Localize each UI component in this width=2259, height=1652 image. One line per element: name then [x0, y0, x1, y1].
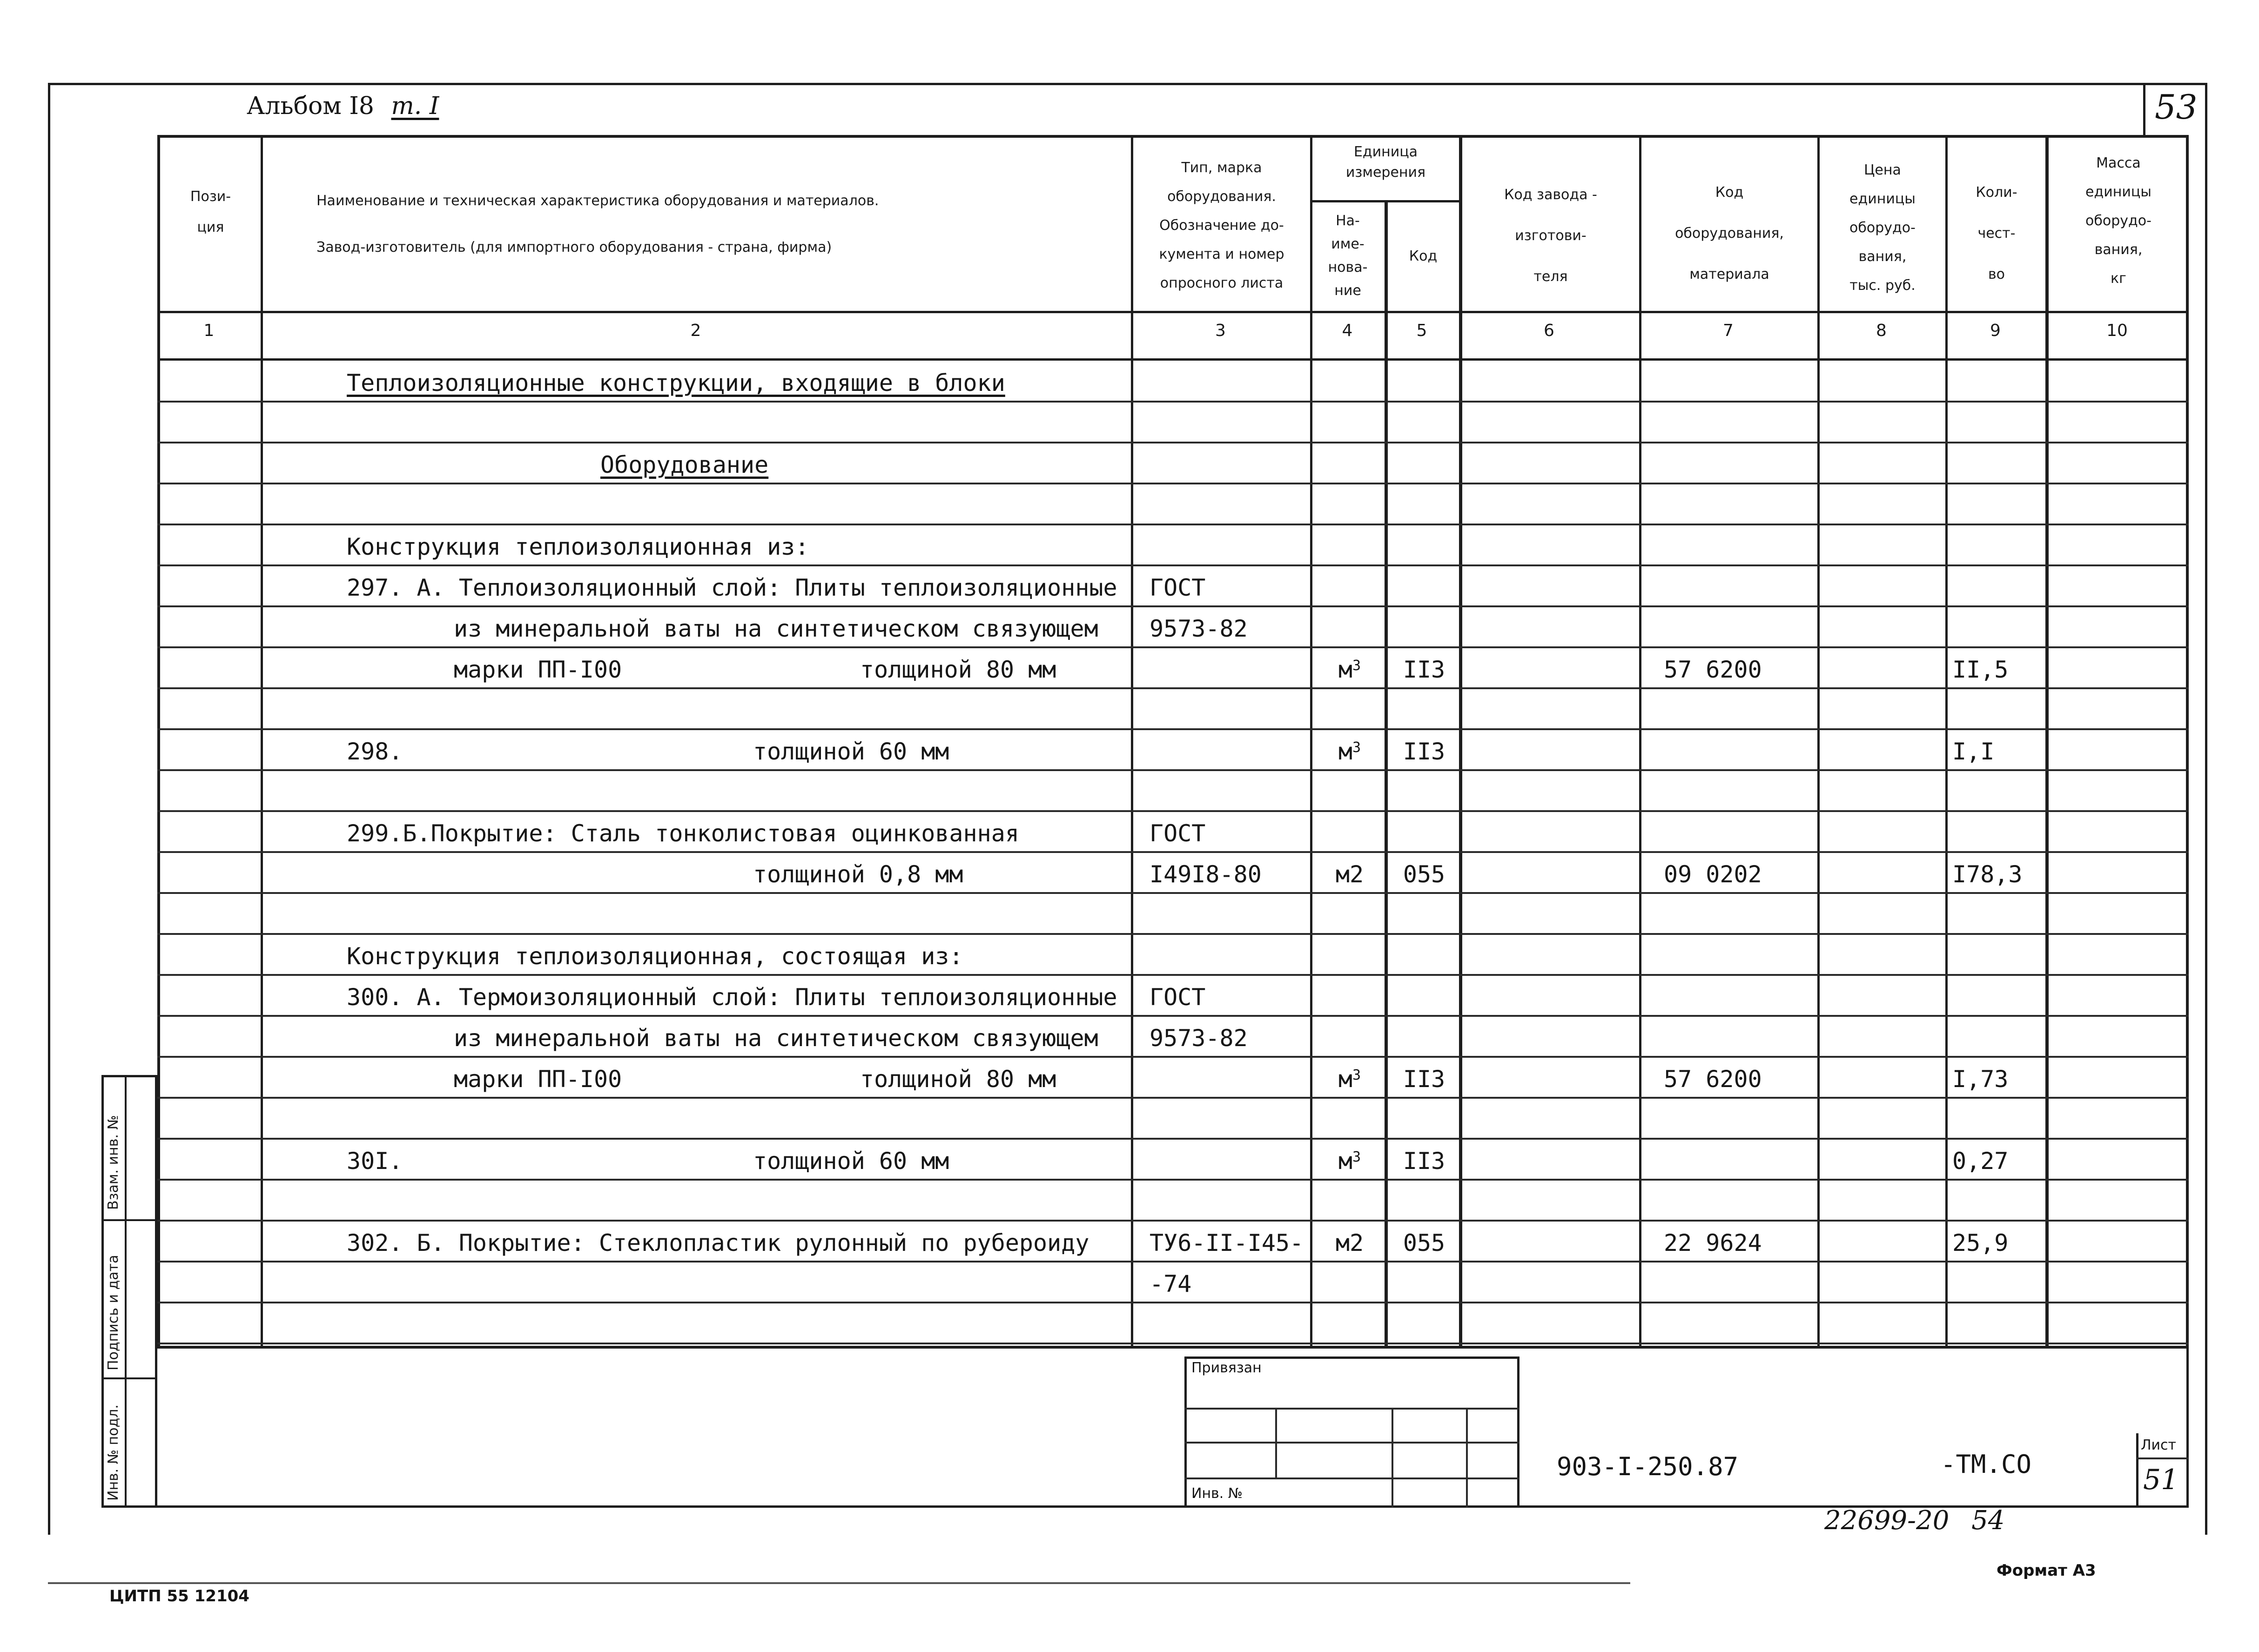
header-col-9: Коли- чест- во — [1976, 184, 2017, 282]
row-code: 055 — [1403, 861, 1445, 888]
col-line-1 — [261, 135, 263, 1349]
row-unit: $м^3$ — [1338, 1066, 1361, 1093]
sheet-box-line — [2136, 1457, 2189, 1459]
row-quantity: II,5 — [1952, 656, 2009, 683]
col-line-4 — [1385, 202, 1388, 1349]
row-doc: 9573-82 — [1150, 615, 1248, 642]
corner-box-left — [2143, 85, 2145, 136]
album-label — [247, 92, 439, 120]
bound-title: Привязан — [1191, 1360, 1262, 1376]
row-doc: -74 — [1150, 1270, 1192, 1297]
side-stamp-line-1 — [101, 1219, 157, 1221]
frame-bottom-left — [48, 1582, 1630, 1584]
unit-superscript: 3 — [1352, 739, 1361, 756]
row-separator — [157, 1015, 2189, 1017]
row-unit: $м^3$ — [1338, 738, 1361, 765]
colnum-bottom — [157, 358, 2189, 361]
footer-org: ЦИТП 55 12104 — [109, 1587, 249, 1605]
row-separator — [157, 1097, 2189, 1099]
row-name: 300. А. Термоизоляционный слой: Плиты теплоизоляционные — [347, 984, 1117, 1011]
row-separator — [157, 401, 2189, 403]
colnum-3: 3 — [1215, 321, 1226, 340]
side-stamp-divider — [125, 1075, 127, 1508]
header-bottom — [157, 311, 2189, 313]
row-quantity: I78,3 — [1952, 861, 2023, 888]
colnum-7: 7 — [1723, 321, 1734, 340]
row-name: марки ПП-I00 толщиной 80 мм — [454, 656, 1056, 683]
header-col-6: Код завода - изготови- теля — [1504, 187, 1597, 285]
row-separator — [157, 646, 2189, 648]
row-material-code: 22 9624 — [1664, 1229, 1762, 1256]
row-name: толщиной 0,8 мм — [347, 861, 963, 888]
side-stamp-line-2 — [101, 1377, 157, 1379]
bound-v-1 — [1275, 1408, 1277, 1477]
row-unit: м2 — [1335, 861, 1364, 888]
row-material-code: 09 0202 — [1664, 861, 1762, 888]
colnum-5: 5 — [1416, 321, 1427, 340]
bound-inv: Инв. № — [1191, 1485, 1243, 1502]
header-col-10: Масса единицы оборудо- вания, кг — [2085, 155, 2151, 287]
row-separator — [157, 483, 2189, 484]
row-doc: ТУ6-II-I45- — [1150, 1229, 1304, 1256]
row-separator — [157, 605, 2189, 607]
col-line-7 — [1817, 135, 1820, 1349]
col-line-9 — [2045, 135, 2049, 1349]
colnum-8: 8 — [1876, 321, 1887, 340]
row-quantity: I,73 — [1952, 1066, 2009, 1093]
unit-group-line — [1310, 200, 1461, 202]
row-name: 30I. толщиной 60 мм — [347, 1148, 949, 1175]
row-doc: 9573-82 — [1150, 1025, 1248, 1052]
header-col-3: Тип, марка оборудования. Обозначение до- кумента и номер опросного листа — [1159, 160, 1284, 291]
doc-suffix: -ТМ.СО — [1941, 1450, 2032, 1479]
colnum-4: 4 — [1342, 321, 1353, 340]
row-name: Конструкция теплоизоляционная, состоящая из: — [347, 943, 963, 970]
row-separator — [157, 564, 2189, 566]
doc-designation: 903-I-250.87 — [1557, 1452, 1739, 1481]
footer-format: Формат А3 — [1997, 1561, 2096, 1580]
bound-line-1 — [1184, 1408, 1519, 1410]
side-replace-inv: Взам. инв. № — [105, 1115, 121, 1210]
side-inv-orig: Инв. № подл. — [105, 1404, 121, 1501]
colnum-2: 2 — [690, 321, 701, 340]
row-name: Теплоизоляционные конструкции, входящие в блоки — [347, 369, 1005, 396]
header-col-7: Код оборудования, материала — [1675, 184, 1784, 282]
row-name: 299.Б.Покрытие: Сталь тонколистовая оцинкованная — [347, 820, 1019, 847]
row-separator — [157, 1343, 2189, 1344]
bound-line-2 — [1184, 1442, 1519, 1444]
row-unit: $м^3$ — [1338, 656, 1361, 683]
footer-handwritten-number — [1824, 1505, 2004, 1536]
row-name: марки ПП-I00 толщиной 80 мм — [454, 1066, 1056, 1093]
row-doc: I49I8-80 — [1150, 861, 1262, 888]
row-name: 298. толщиной 60 мм — [347, 738, 949, 765]
row-quantity: 0,27 — [1952, 1148, 2009, 1175]
album-part: т. I — [391, 92, 439, 120]
col-line-2 — [1131, 135, 1133, 1349]
row-doc: ГОСТ — [1150, 574, 1206, 601]
header-col-8: Цена единицы оборудо- вания, тыс. руб. — [1849, 162, 1916, 294]
colnum-1: 1 — [203, 321, 215, 340]
colnum-9: 9 — [1990, 321, 2001, 340]
row-separator — [157, 851, 2189, 853]
row-unit: м2 — [1335, 1229, 1364, 1256]
sheet-number: 51 — [2143, 1464, 2179, 1496]
header-col-5: Код — [1409, 248, 1438, 264]
header-col-4: На- име- нова- ние — [1328, 213, 1368, 299]
unit-superscript: 3 — [1352, 1149, 1361, 1165]
row-code: II3 — [1403, 656, 1445, 683]
row-separator — [157, 892, 2189, 894]
header-unit-group: Единица измерения — [1345, 144, 1426, 181]
footer-hand-num: 22699-20 — [1824, 1505, 1950, 1536]
header-col-2: Наименование и техническая характеристика оборудования и материалов. Завод-изготовитель (для импортного оборудования - страна, фирма) — [316, 193, 879, 255]
row-separator — [157, 524, 2189, 525]
row-material-code: 57 6200 — [1664, 1066, 1762, 1093]
row-separator — [157, 810, 2189, 812]
row-separator — [157, 687, 2189, 689]
row-quantity: 25,9 — [1952, 1229, 2009, 1256]
header-col-1: Пози- ция — [190, 188, 231, 235]
row-code: II3 — [1403, 738, 1445, 765]
sheet-label: Лист — [2141, 1437, 2177, 1453]
row-separator — [157, 442, 2189, 443]
row-code: II3 — [1403, 1148, 1445, 1175]
col-line-8 — [1945, 135, 1948, 1349]
row-name: Оборудование — [600, 451, 769, 478]
row-separator — [157, 1056, 2189, 1058]
col-line-6 — [1639, 135, 1641, 1349]
bound-v-2 — [1392, 1408, 1393, 1508]
row-separator — [157, 1261, 2189, 1263]
row-unit: $м^3$ — [1338, 1148, 1361, 1175]
col-line-3 — [1310, 135, 1312, 1349]
colnum-6: 6 — [1544, 321, 1554, 340]
bound-line-3 — [1184, 1477, 1519, 1479]
unit-superscript: 3 — [1352, 658, 1361, 674]
unit-superscript: 3 — [1352, 1067, 1361, 1083]
row-doc: ГОСТ — [1150, 984, 1206, 1011]
row-name: 297. А. Теплоизоляционный слой: Плиты теплоизоляционные — [347, 574, 1117, 601]
col-line-5 — [1459, 135, 1462, 1349]
row-code: II3 — [1403, 1066, 1445, 1093]
row-separator — [157, 1302, 2189, 1303]
row-material-code: 57 6200 — [1664, 656, 1762, 683]
row-name: 302. Б. Покрытие: Стеклопластик рулонный по рубероиду — [347, 1229, 1089, 1256]
row-separator — [157, 933, 2189, 935]
row-doc: ГОСТ — [1150, 820, 1206, 847]
row-code: 055 — [1403, 1229, 1445, 1256]
row-quantity: I,I — [1952, 738, 1995, 765]
row-separator — [157, 1179, 2189, 1181]
row-separator — [157, 728, 2189, 730]
side-sign-date: Подпись и дата — [105, 1255, 121, 1370]
album-text: Альбом I8 — [247, 92, 374, 120]
row-name: Конструкция теплоизоляционная из: — [347, 533, 809, 560]
corner-page-number: 53 — [2155, 87, 2198, 127]
bound-v-3 — [1466, 1408, 1468, 1508]
row-separator — [157, 769, 2189, 771]
colnum-10: 10 — [2106, 321, 2128, 340]
footer-hand-page: 54 — [1971, 1505, 2005, 1536]
row-separator — [157, 1220, 2189, 1222]
row-separator — [157, 1138, 2189, 1140]
row-separator — [157, 974, 2189, 976]
row-name: из минеральной ваты на синтетическом связующем — [454, 615, 1098, 642]
row-name: из минеральной ваты на синтетическом связующем — [454, 1025, 1098, 1052]
